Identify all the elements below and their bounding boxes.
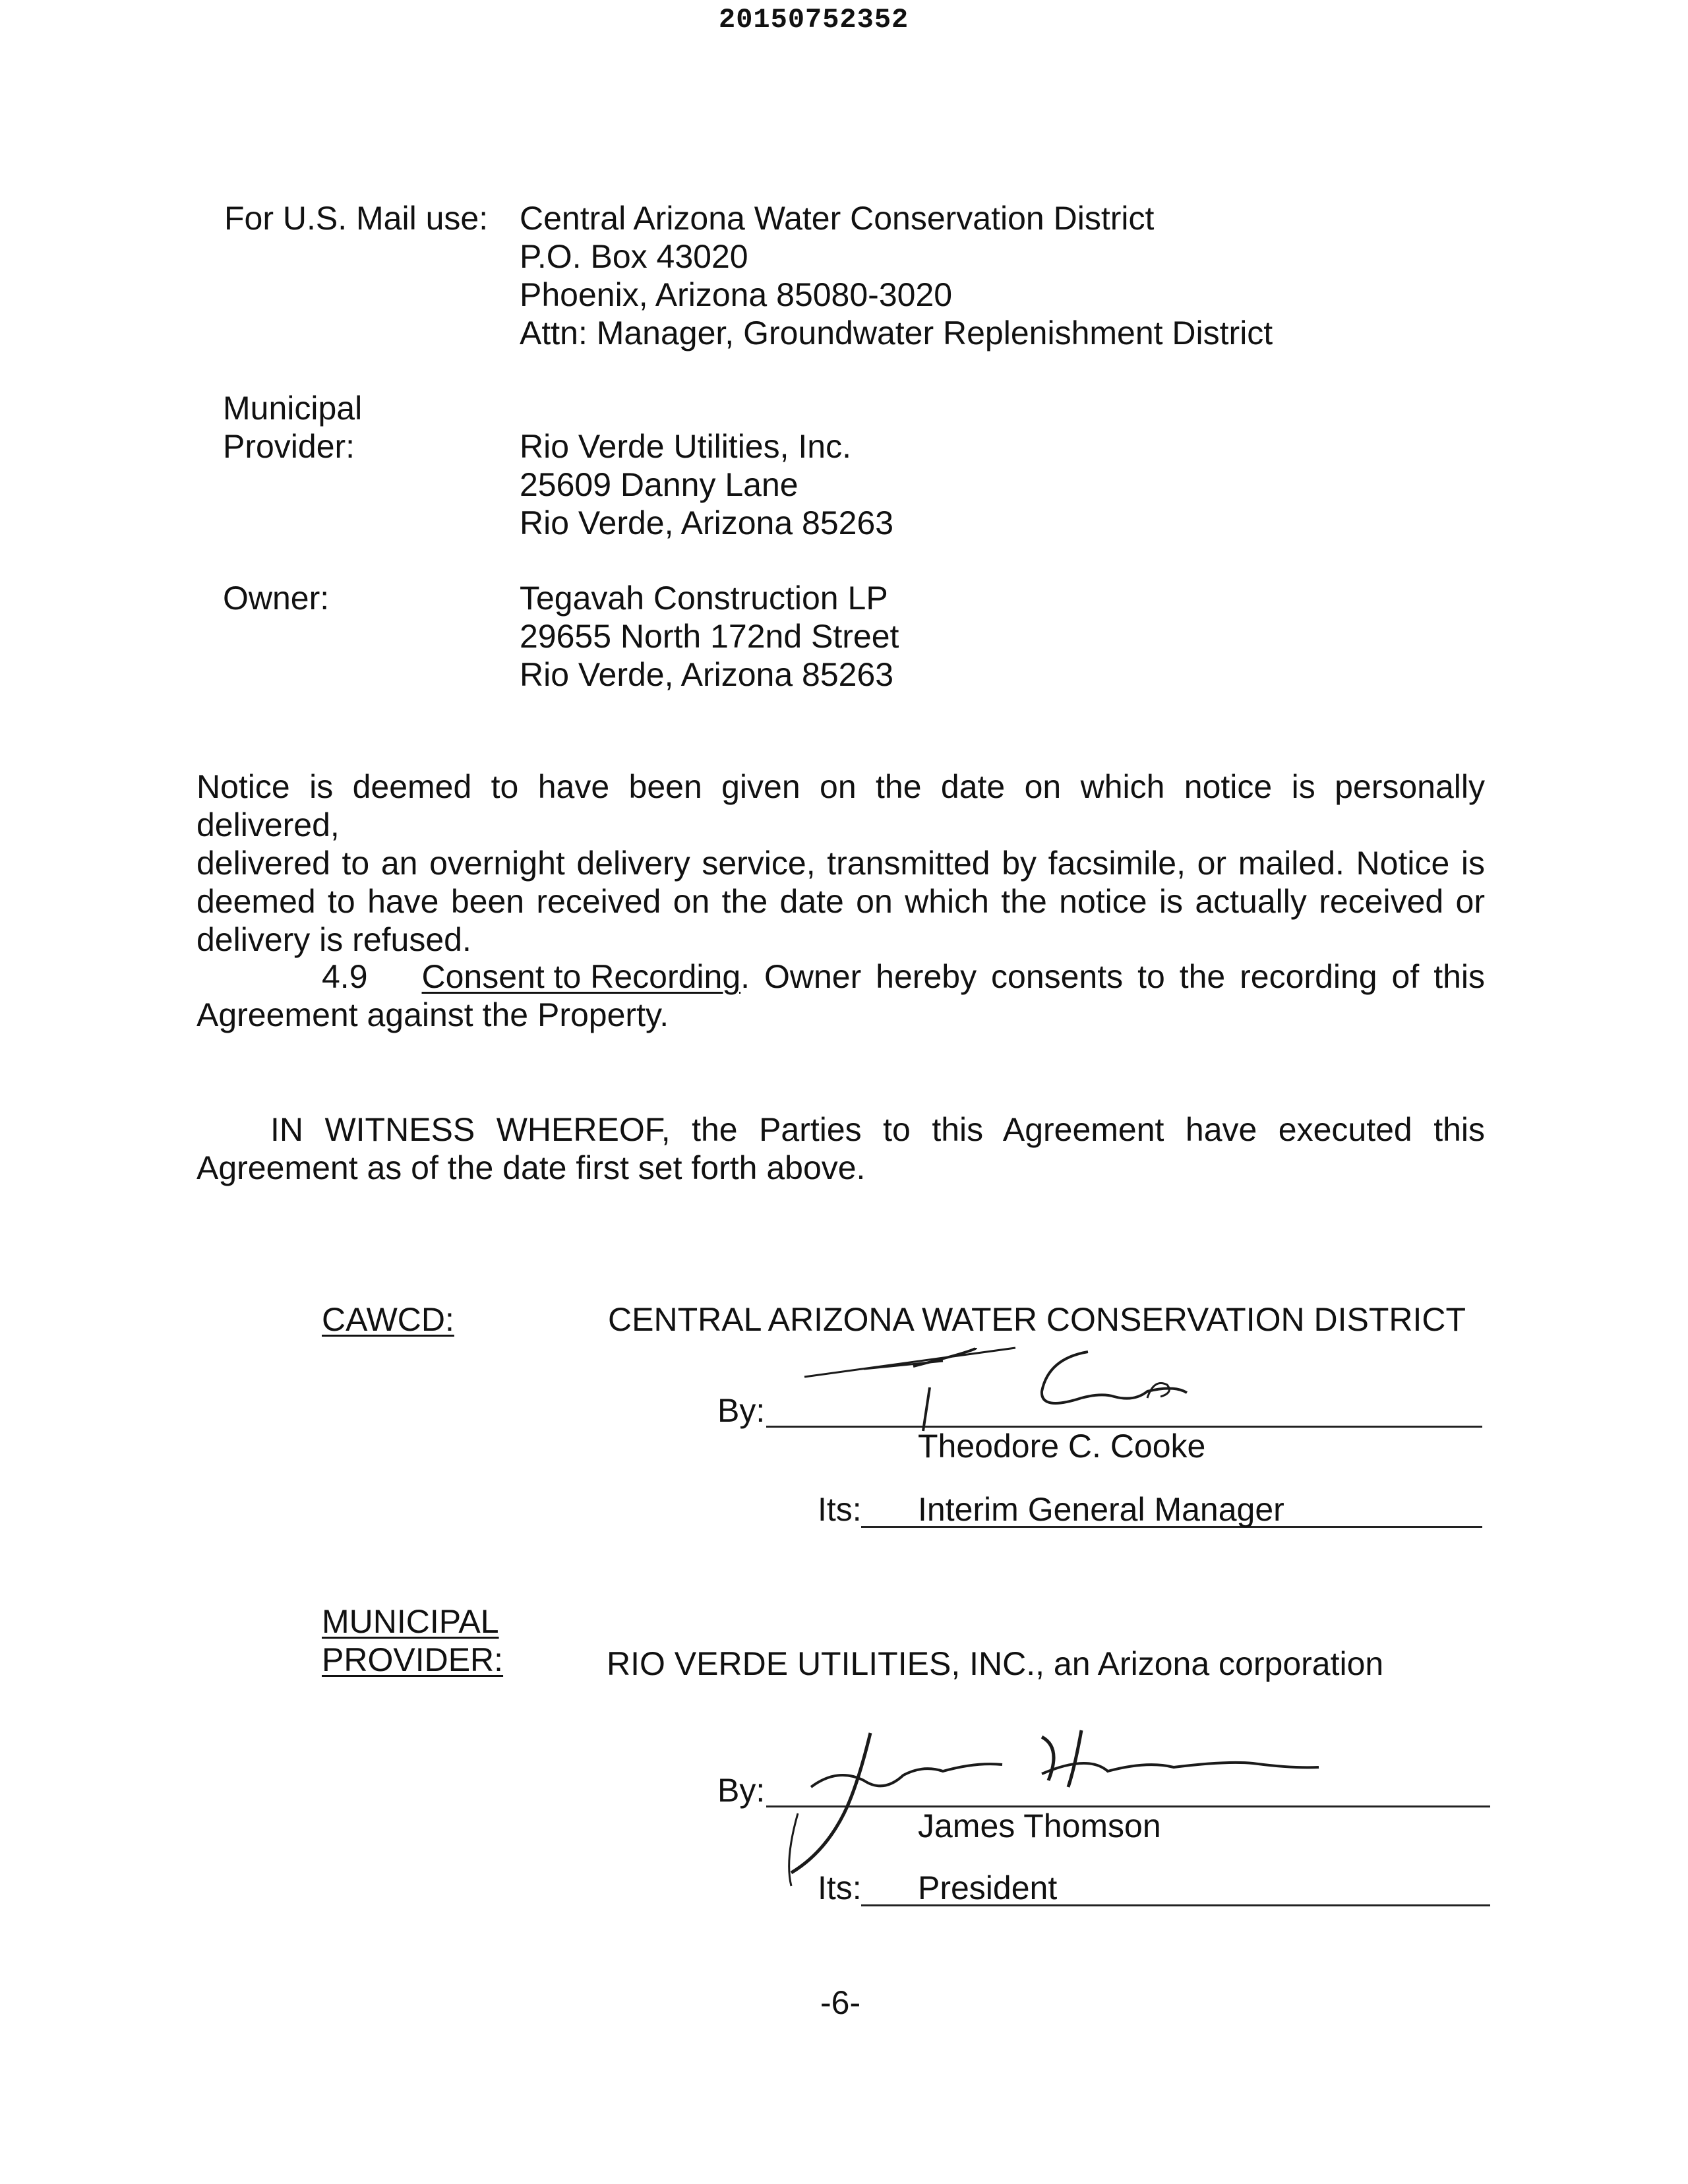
- section-4-9: [196, 957, 1485, 1034]
- notice-line: delivered to an overnight delivery service, transmitted by facsimile, or mailed. Notice is: [196, 845, 1485, 882]
- owner-label: Owner:: [223, 580, 330, 617]
- municipal-provider-label: [223, 389, 362, 466]
- municipal-provider-address-line: Rio Verde Utilities, Inc.: [520, 428, 851, 465]
- recording-number: 20150752352: [719, 4, 909, 36]
- cawcd-signer-name: Theodore C. Cooke: [918, 1428, 1206, 1465]
- section-number: 4.9: [322, 958, 368, 995]
- cawcd-by-label: By:: [717, 1392, 766, 1429]
- owner-address-line: Tegavah Construction LP: [520, 580, 888, 617]
- witness-line1: IN WITNESS WHEREOF, the Parties to this Agreement have executed this: [270, 1111, 1485, 1148]
- cawcd-title: Interim General Manager: [918, 1491, 1284, 1528]
- municipal-its-label: Its:: [818, 1869, 862, 1906]
- municipal-title: President: [918, 1869, 1058, 1906]
- notice-paragraph: [196, 768, 1485, 959]
- municipal-party-label: [322, 1602, 503, 1679]
- witness-line2: Agreement as of the date first set forth above.: [196, 1149, 866, 1186]
- municipal-party-label-line: PROVIDER:: [322, 1641, 504, 1678]
- mail-address: [520, 199, 1273, 352]
- mail-address-line: Central Arizona Water Conservation District: [520, 200, 1155, 237]
- section-text: . Owner hereby consents to the recording of this: [740, 958, 1485, 995]
- municipal-party-label-line: MUNICIPAL: [322, 1603, 499, 1640]
- section-text-line2: Agreement against the Property.: [196, 996, 669, 1033]
- municipal-provider-label-line: Municipal: [223, 390, 363, 427]
- municipal-provider-address-line: Rio Verde, Arizona 85263: [520, 504, 894, 541]
- municipal-provider-label-line: Provider:: [223, 428, 355, 465]
- municipal-provider-address: [520, 427, 893, 542]
- mail-address-line: Attn: Manager, Groundwater Replenishment District: [520, 315, 1273, 351]
- notice-line: Notice is deemed to have been given on the date on which notice is personally delivered,: [196, 768, 1485, 843]
- municipal-provider-address-line: 25609 Danny Lane: [520, 466, 799, 503]
- municipal-by-label: By:: [717, 1772, 766, 1809]
- municipal-entity: RIO VERDE UTILITIES, INC., an Arizona corporation: [607, 1645, 1384, 1682]
- page-number: -6-: [820, 1984, 861, 2021]
- municipal-signer-name: James Thomson: [918, 1807, 1161, 1844]
- owner-address-line: Rio Verde, Arizona 85263: [520, 656, 894, 693]
- cawcd-entity: CENTRAL ARIZONA WATER CONSERVATION DISTRICT: [608, 1301, 1466, 1338]
- notice-line: delivery is refused.: [196, 921, 471, 958]
- mail-address-line: Phoenix, Arizona 85080-3020: [520, 276, 953, 313]
- owner-address: [520, 579, 899, 694]
- mail-label: For U.S. Mail use:: [224, 200, 489, 237]
- cawcd-party-label: CAWCD:: [322, 1301, 454, 1338]
- cawcd-its-label: Its:: [818, 1491, 862, 1528]
- owner-address-line: 29655 North 172nd Street: [520, 618, 899, 655]
- section-heading: Consent to Recording: [421, 958, 741, 995]
- notice-line: deemed to have been received on the date on which the notice is actually received or: [196, 883, 1485, 920]
- mail-address-line: P.O. Box 43020: [520, 238, 748, 275]
- witness-paragraph: [196, 1110, 1485, 1187]
